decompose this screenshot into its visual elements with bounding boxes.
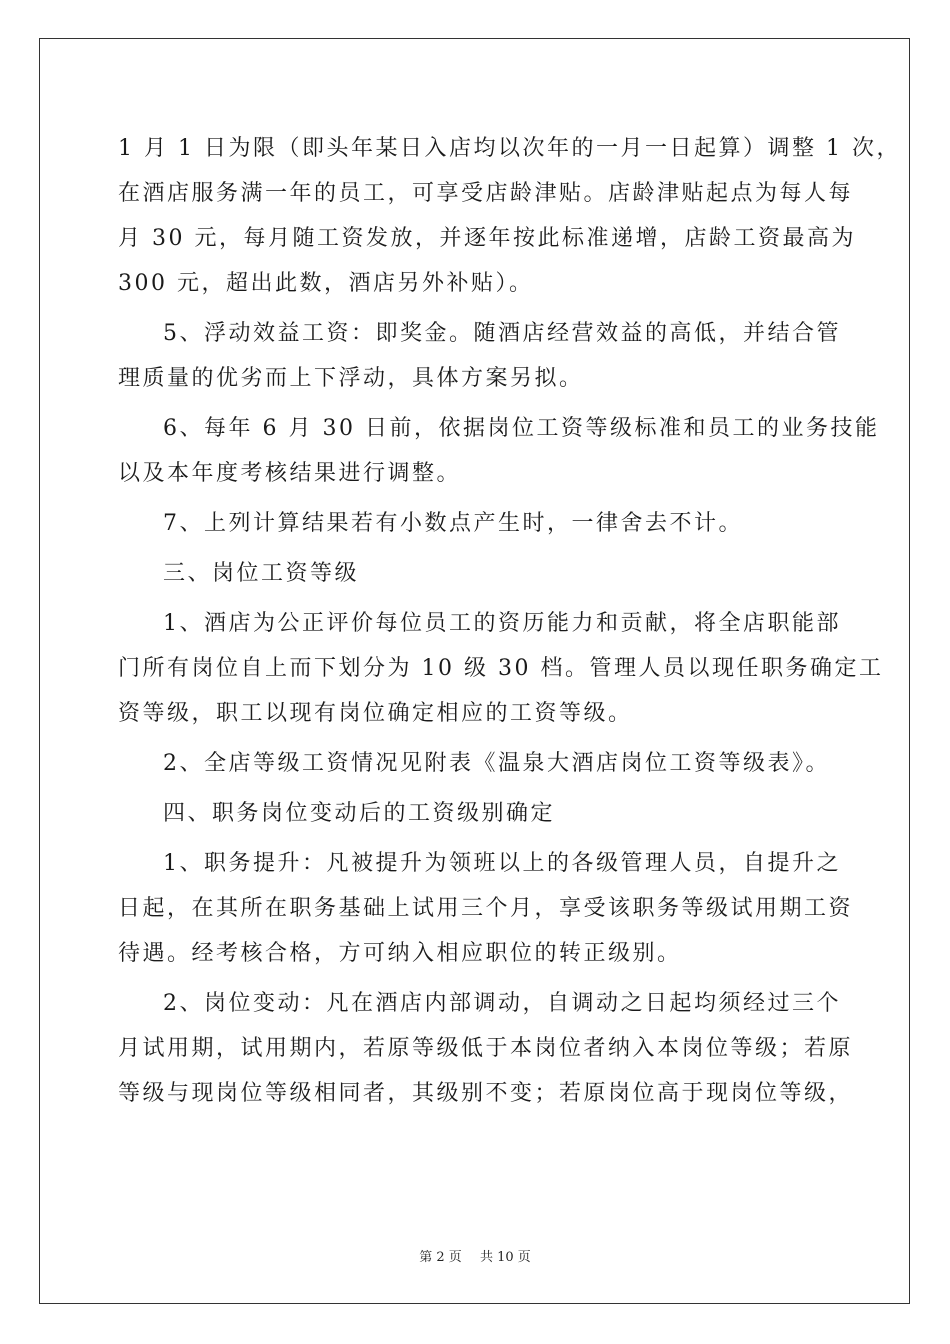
paragraph-item-6 [118,406,880,496]
text-line: 300 元，超出此数，酒店另外补贴）。 [118,271,534,296]
paragraph-continuation [118,126,901,306]
page-number: 第 2 页 [419,1250,462,1265]
document-body [118,126,901,1116]
text-line: 月 30 元，每月随工资发放，并逐年按此标准递增，店龄工资最高为 [118,226,856,251]
text-line: 1 月 1 日为限（即头年某日入店均以次年的一月一日起算）调整 1 次， [118,136,901,161]
text-line: 1、酒店为公正评价每位员工的资历能力和贡献，将全店职能部 [163,611,841,636]
paragraph-section3-item-1 [118,601,884,736]
text-line: 月试用期，试用期内，若原等级低于本岗位者纳入本岗位等级；若原 [118,1036,854,1061]
text-line: 1、职务提升：凡被提升为领班以上的各级管理人员，自提升之 [163,851,841,876]
text-line: 以及本年度考核结果进行调整。 [118,461,462,486]
text-line: 2、全店等级工资情况见附表《温泉大酒店岗位工资等级表》。 [163,751,830,776]
text-line: 待遇。经考核合格，方可纳入相应职位的转正级别。 [118,941,682,966]
text-line: 5、浮动效益工资：即奖金。随酒店经营效益的高低，并结合管 [163,321,841,346]
text-line: 7、上列计算结果若有小数点产生时，一律舍去不计。 [163,511,743,536]
paragraph-item-7 [118,501,838,546]
text-line: 理质量的优劣而上下浮动，具体方案另拟。 [118,366,584,391]
page-total: 共 10 页 [479,1250,531,1265]
text-line: 2、岗位变动：凡在酒店内部调动，自调动之日起均须经过三个 [163,991,841,1016]
section-heading-4 [118,791,838,836]
paragraph-section3-item-2 [118,741,838,786]
text-line: 等级与现岗位等级相同者，其级别不变；若原岗位高于现岗位等级， [118,1081,854,1106]
paragraph-section4-item-1 [118,841,854,976]
paragraph-item-5 [118,311,841,401]
text-line: 在酒店服务满一年的员工，可享受店龄津贴。店龄津贴起点为每人每 [118,181,854,206]
page-footer [0,1246,950,1265]
paragraph-section4-item-2 [118,981,854,1116]
section-heading: 三、岗位工资等级 [163,561,360,586]
text-line: 资等级，职工以现有岗位确定相应的工资等级。 [118,701,633,726]
text-line: 日起，在其所在职务基础上试用三个月，享受该职务等级试用期工资 [118,896,854,921]
text-line: 门所有岗位自上而下划分为 10 级 30 档。管理人员以现任职务确定工 [118,656,884,681]
text-line: 6、每年 6 月 30 日前，依据岗位工资等级标准和员工的业务技能 [163,416,880,441]
section-heading: 四、职务岗位变动后的工资级别确定 [163,801,556,826]
section-heading-3 [118,551,838,596]
